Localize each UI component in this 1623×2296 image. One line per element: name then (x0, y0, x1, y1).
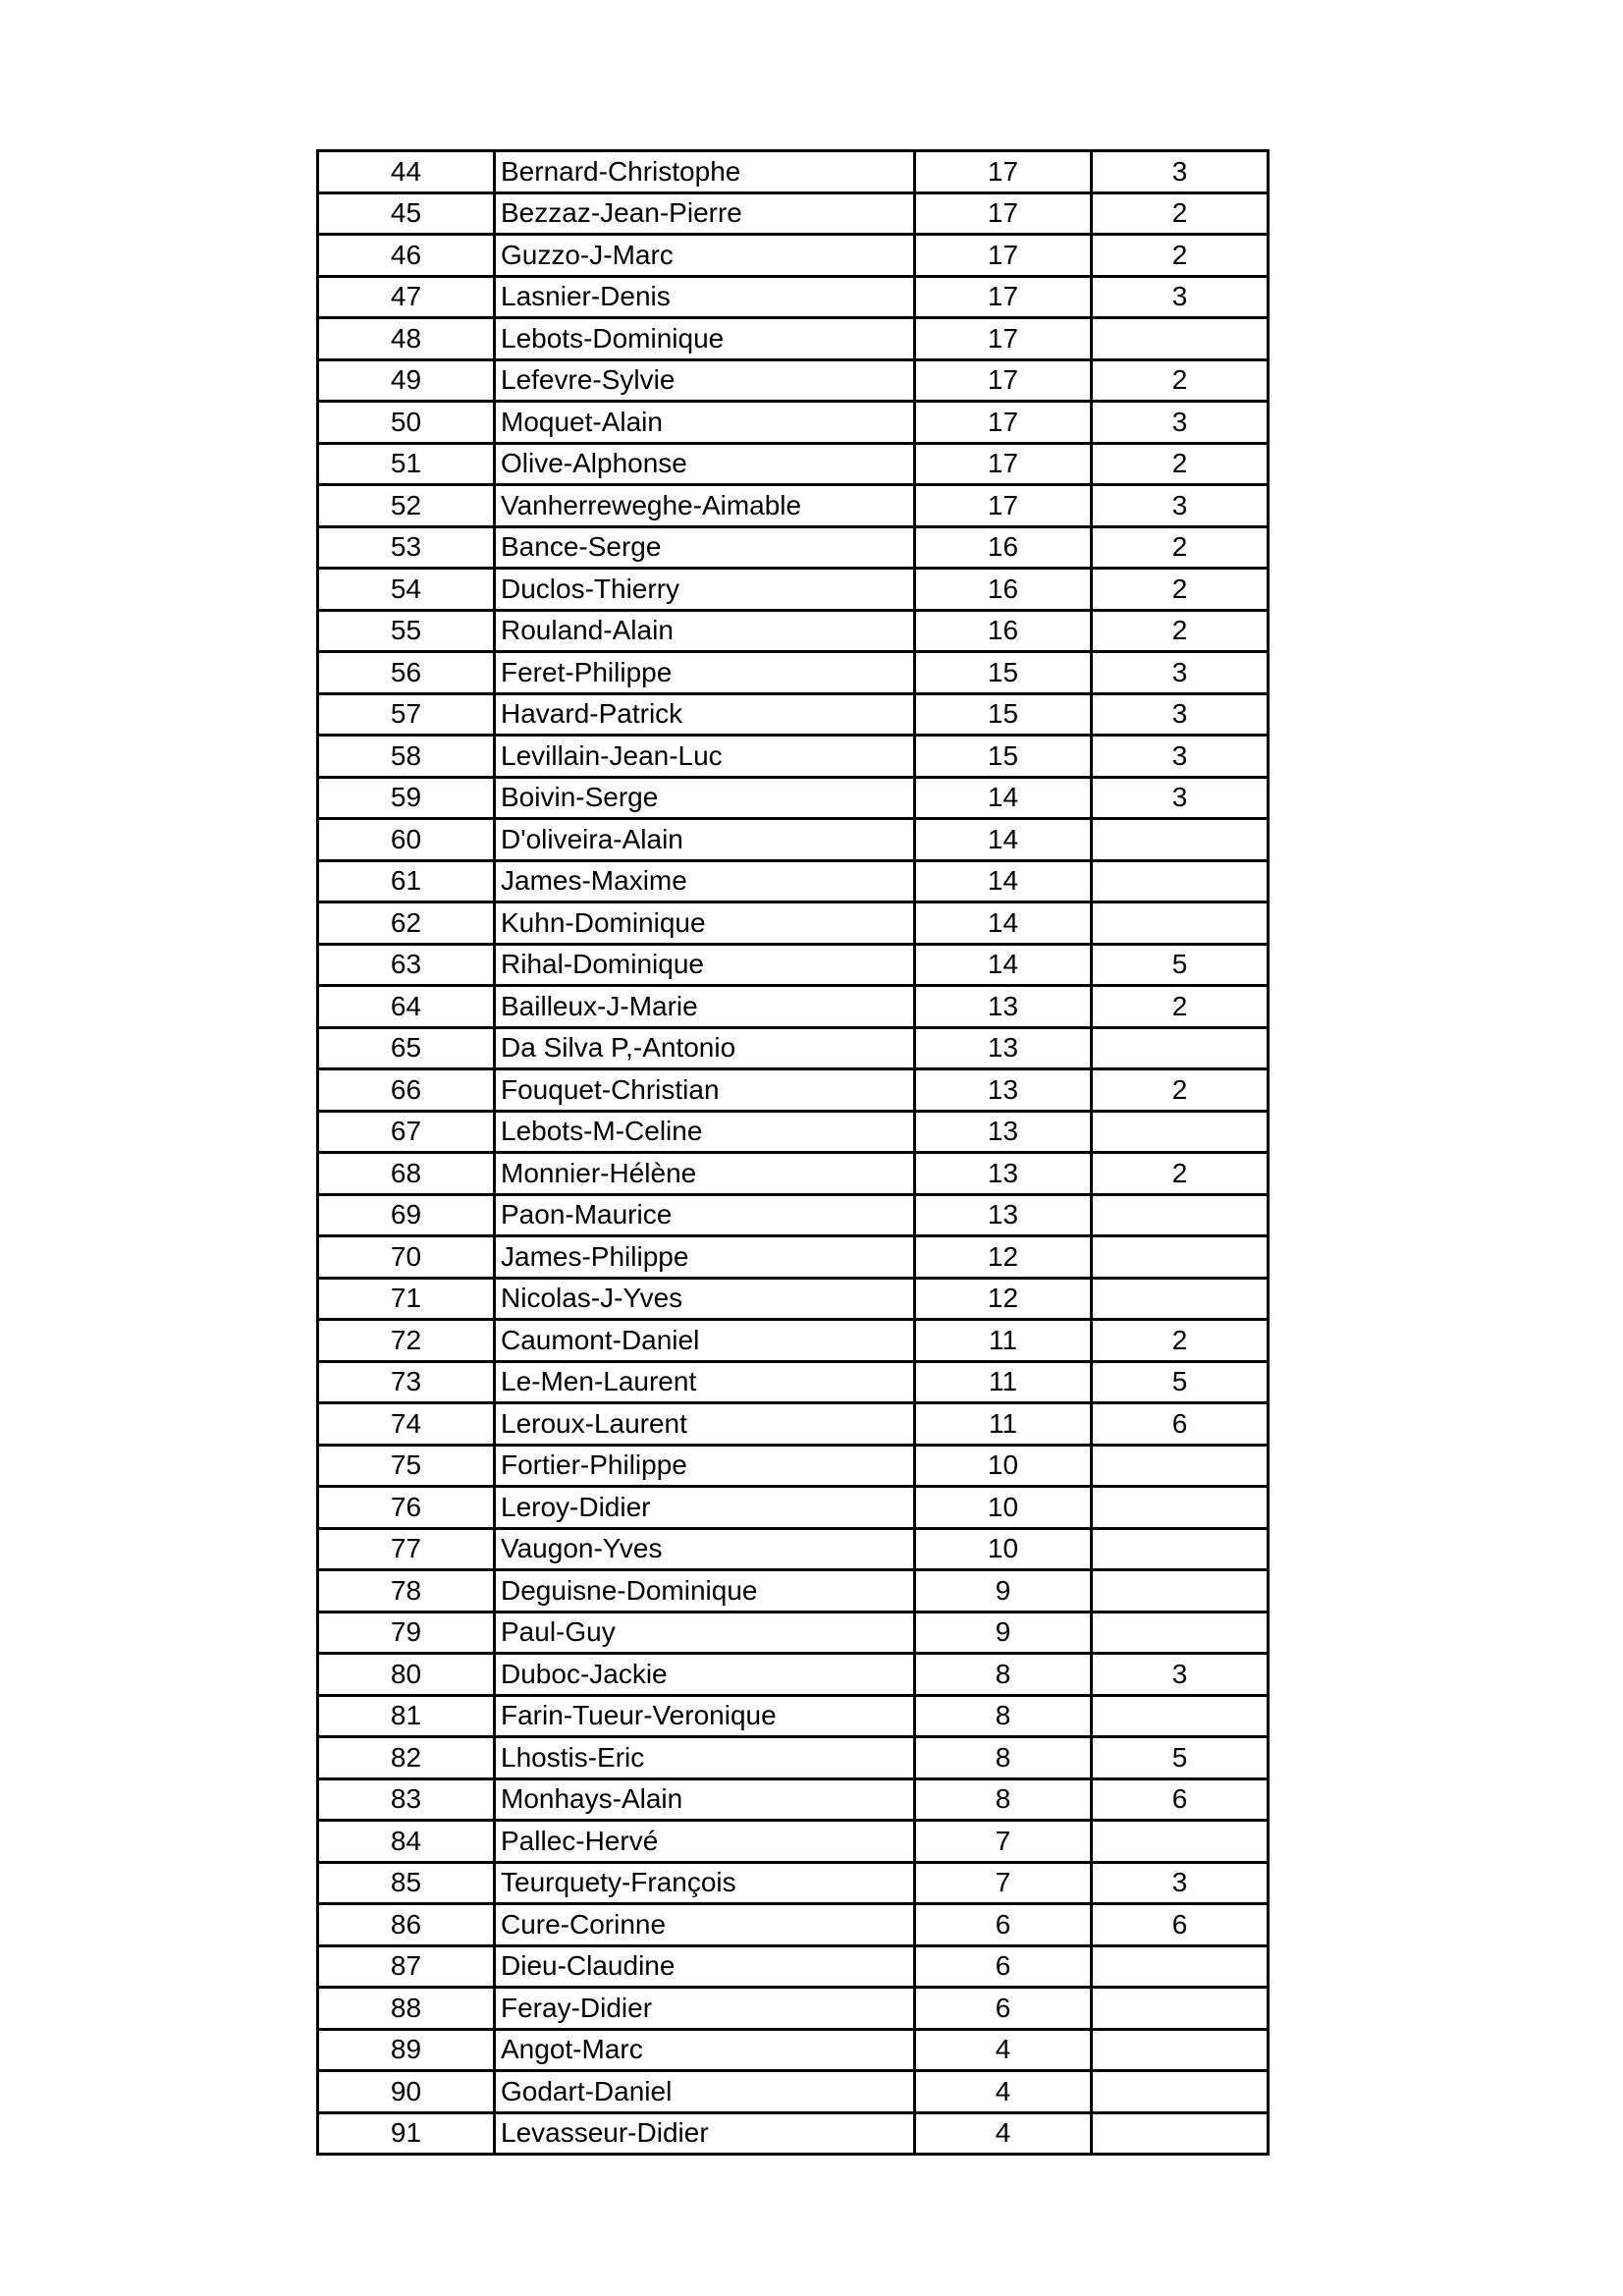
extra-value-cell (1092, 2029, 1269, 2071)
table-row (318, 1862, 1269, 1904)
extra-value-cell: 3 (1092, 736, 1269, 778)
player-name-cell: Deguisne-Dominique (495, 1570, 915, 1613)
table-row (318, 318, 1269, 360)
rank-cell: 84 (318, 1821, 495, 1863)
rank-cell: 49 (318, 359, 495, 402)
table-row (318, 1821, 1269, 1863)
score-cell: 16 (915, 526, 1092, 569)
score-cell: 17 (915, 192, 1092, 235)
extra-value-cell: 2 (1092, 986, 1269, 1028)
rank-cell: 46 (318, 235, 495, 277)
player-name-cell: Levasseur-Didier (495, 2112, 915, 2155)
rank-cell: 45 (318, 192, 495, 235)
rank-cell: 76 (318, 1487, 495, 1529)
extra-value-cell: 3 (1092, 777, 1269, 819)
ranking-table (316, 149, 1270, 2156)
table-row (318, 235, 1269, 277)
score-cell: 6 (915, 1904, 1092, 1946)
extra-value-cell (1092, 1236, 1269, 1279)
table-row (318, 485, 1269, 527)
rank-cell: 54 (318, 569, 495, 611)
extra-value-cell: 2 (1092, 1153, 1269, 1195)
score-cell: 14 (915, 944, 1092, 986)
extra-value-cell: 3 (1092, 1654, 1269, 1696)
extra-value-cell: 3 (1092, 652, 1269, 694)
table-row (318, 986, 1269, 1028)
table-row (318, 1403, 1269, 1446)
extra-value-cell (1092, 2071, 1269, 2113)
score-cell: 11 (915, 1361, 1092, 1403)
player-name-cell: Leroy-Didier (495, 1487, 915, 1529)
table-row (318, 192, 1269, 235)
table-row (318, 151, 1269, 193)
table-row (318, 1236, 1269, 1279)
extra-value-cell: 3 (1092, 276, 1269, 318)
extra-value-cell (1092, 860, 1269, 902)
score-cell: 17 (915, 235, 1092, 277)
player-name-cell: Godart-Daniel (495, 2071, 915, 2113)
player-name-cell: Paon-Maurice (495, 1194, 915, 1236)
score-cell: 14 (915, 777, 1092, 819)
extra-value-cell (1092, 1945, 1269, 1988)
table-row (318, 1570, 1269, 1613)
extra-value-cell (1092, 1278, 1269, 1320)
extra-value-cell: 2 (1092, 610, 1269, 652)
extra-value-cell: 3 (1092, 693, 1269, 736)
extra-value-cell: 5 (1092, 1361, 1269, 1403)
rank-cell: 53 (318, 526, 495, 569)
extra-value-cell: 6 (1092, 1778, 1269, 1821)
rank-cell: 61 (318, 860, 495, 902)
player-name-cell: Bance-Serge (495, 526, 915, 569)
rank-cell: 58 (318, 736, 495, 778)
extra-value-cell: 2 (1092, 569, 1269, 611)
player-name-cell: Paul-Guy (495, 1612, 915, 1654)
extra-value-cell: 5 (1092, 1737, 1269, 1779)
extra-value-cell (1092, 1821, 1269, 1863)
rank-cell: 83 (318, 1778, 495, 1821)
score-cell: 8 (915, 1654, 1092, 1696)
player-name-cell: Duboc-Jackie (495, 1654, 915, 1696)
rank-cell: 67 (318, 1111, 495, 1153)
player-name-cell: Guzzo-J-Marc (495, 235, 915, 277)
extra-value-cell: 3 (1092, 1862, 1269, 1904)
score-cell: 13 (915, 986, 1092, 1028)
score-cell: 17 (915, 318, 1092, 360)
table-row (318, 652, 1269, 694)
score-cell: 16 (915, 569, 1092, 611)
score-cell: 14 (915, 819, 1092, 861)
rank-cell: 78 (318, 1570, 495, 1613)
player-name-cell: Lhostis-Eric (495, 1737, 915, 1779)
table-row (318, 1904, 1269, 1946)
score-cell: 13 (915, 1111, 1092, 1153)
player-name-cell: Fortier-Philippe (495, 1445, 915, 1487)
player-name-cell: Farin-Tueur-Veronique (495, 1695, 915, 1737)
player-name-cell: Lebots-Dominique (495, 318, 915, 360)
table-row (318, 1695, 1269, 1737)
rank-cell: 79 (318, 1612, 495, 1654)
rank-cell: 56 (318, 652, 495, 694)
extra-value-cell: 3 (1092, 151, 1269, 193)
player-name-cell: Kuhn-Dominique (495, 902, 915, 945)
rank-cell: 85 (318, 1862, 495, 1904)
extra-value-cell (1092, 1528, 1269, 1570)
table-row (318, 1069, 1269, 1112)
rank-cell: 55 (318, 610, 495, 652)
player-name-cell: Monnier-Hélène (495, 1153, 915, 1195)
table-row (318, 777, 1269, 819)
score-cell: 17 (915, 485, 1092, 527)
extra-value-cell (1092, 1111, 1269, 1153)
score-cell: 9 (915, 1612, 1092, 1654)
rank-cell: 65 (318, 1027, 495, 1069)
extra-value-cell: 2 (1092, 526, 1269, 569)
score-cell: 7 (915, 1821, 1092, 1863)
extra-value-cell (1092, 1194, 1269, 1236)
rank-cell: 44 (318, 151, 495, 193)
score-cell: 14 (915, 902, 1092, 945)
player-name-cell: Lasnier-Denis (495, 276, 915, 318)
table-row (318, 1361, 1269, 1403)
rank-cell: 71 (318, 1278, 495, 1320)
extra-value-cell: 3 (1092, 402, 1269, 444)
player-name-cell: Cure-Corinne (495, 1904, 915, 1946)
extra-value-cell: 2 (1092, 359, 1269, 402)
player-name-cell: Lebots-M-Celine (495, 1111, 915, 1153)
table-row (318, 1153, 1269, 1195)
extra-value-cell (1092, 1570, 1269, 1613)
rank-cell: 51 (318, 443, 495, 485)
rank-cell: 87 (318, 1945, 495, 1988)
table-row (318, 693, 1269, 736)
table-row (318, 1445, 1269, 1487)
extra-value-cell (1092, 902, 1269, 945)
rank-cell: 69 (318, 1194, 495, 1236)
score-cell: 13 (915, 1027, 1092, 1069)
rank-cell: 59 (318, 777, 495, 819)
table-row (318, 610, 1269, 652)
table-row (318, 2112, 1269, 2155)
score-cell: 15 (915, 693, 1092, 736)
score-cell: 12 (915, 1236, 1092, 1279)
score-cell: 9 (915, 1570, 1092, 1613)
rank-cell: 47 (318, 276, 495, 318)
table-row (318, 1988, 1269, 2030)
score-cell: 13 (915, 1069, 1092, 1112)
rank-cell: 81 (318, 1695, 495, 1737)
table-row (318, 860, 1269, 902)
score-cell: 4 (915, 2071, 1092, 2113)
extra-value-cell: 2 (1092, 1320, 1269, 1362)
player-name-cell: Le-Men-Laurent (495, 1361, 915, 1403)
player-name-cell: Olive-Alphonse (495, 443, 915, 485)
rank-cell: 74 (318, 1403, 495, 1446)
player-name-cell: Leroux-Laurent (495, 1403, 915, 1446)
table-row (318, 902, 1269, 945)
extra-value-cell (1092, 1612, 1269, 1654)
player-name-cell: Lefevre-Sylvie (495, 359, 915, 402)
score-cell: 17 (915, 402, 1092, 444)
player-name-cell: Monhays-Alain (495, 1778, 915, 1821)
extra-value-cell: 2 (1092, 235, 1269, 277)
table-row (318, 1945, 1269, 1988)
player-name-cell: D'oliveira-Alain (495, 819, 915, 861)
player-name-cell: Boivin-Serge (495, 777, 915, 819)
player-name-cell: Rouland-Alain (495, 610, 915, 652)
table-row (318, 1778, 1269, 1821)
table-row (318, 819, 1269, 861)
score-cell: 14 (915, 860, 1092, 902)
score-cell: 10 (915, 1445, 1092, 1487)
table-row (318, 1194, 1269, 1236)
table-row (318, 1612, 1269, 1654)
rank-cell: 90 (318, 2071, 495, 2113)
player-name-cell: James-Philippe (495, 1236, 915, 1279)
score-cell: 4 (915, 2112, 1092, 2155)
extra-value-cell (1092, 1487, 1269, 1529)
table-row (318, 2029, 1269, 2071)
table-row (318, 1278, 1269, 1320)
table-row (318, 359, 1269, 402)
extra-value-cell: 6 (1092, 1904, 1269, 1946)
score-cell: 4 (915, 2029, 1092, 2071)
extra-value-cell (1092, 318, 1269, 360)
extra-value-cell: 6 (1092, 1403, 1269, 1446)
score-cell: 6 (915, 1945, 1092, 1988)
rank-cell: 75 (318, 1445, 495, 1487)
table-row (318, 944, 1269, 986)
rank-cell: 60 (318, 819, 495, 861)
rank-cell: 88 (318, 1988, 495, 2030)
extra-value-cell: 2 (1092, 1069, 1269, 1112)
player-name-cell: Dieu-Claudine (495, 1945, 915, 1988)
score-cell: 11 (915, 1320, 1092, 1362)
score-cell: 6 (915, 1988, 1092, 2030)
player-name-cell: Bailleux-J-Marie (495, 986, 915, 1028)
rank-cell: 48 (318, 318, 495, 360)
rank-cell: 73 (318, 1361, 495, 1403)
extra-value-cell (1092, 1445, 1269, 1487)
table-row (318, 1320, 1269, 1362)
player-name-cell: Vaugon-Yves (495, 1528, 915, 1570)
player-name-cell: Teurquety-François (495, 1862, 915, 1904)
rank-cell: 72 (318, 1320, 495, 1362)
table-row (318, 1027, 1269, 1069)
score-cell: 17 (915, 359, 1092, 402)
extra-value-cell: 5 (1092, 944, 1269, 986)
table-row (318, 2071, 1269, 2113)
player-name-cell: Fouquet-Christian (495, 1069, 915, 1112)
rank-cell: 50 (318, 402, 495, 444)
extra-value-cell: 2 (1092, 192, 1269, 235)
table-row (318, 1487, 1269, 1529)
extra-value-cell (1092, 1988, 1269, 2030)
extra-value-cell: 3 (1092, 485, 1269, 527)
score-cell: 8 (915, 1778, 1092, 1821)
extra-value-cell (1092, 1027, 1269, 1069)
extra-value-cell (1092, 1695, 1269, 1737)
player-name-cell: Caumont-Daniel (495, 1320, 915, 1362)
rank-cell: 80 (318, 1654, 495, 1696)
score-cell: 10 (915, 1528, 1092, 1570)
extra-value-cell (1092, 2112, 1269, 2155)
rank-cell: 68 (318, 1153, 495, 1195)
player-name-cell: Duclos-Thierry (495, 569, 915, 611)
score-cell: 7 (915, 1862, 1092, 1904)
rank-cell: 70 (318, 1236, 495, 1279)
player-name-cell: Angot-Marc (495, 2029, 915, 2071)
score-cell: 10 (915, 1487, 1092, 1529)
player-name-cell: Feret-Philippe (495, 652, 915, 694)
rank-cell: 91 (318, 2112, 495, 2155)
rank-cell: 77 (318, 1528, 495, 1570)
player-name-cell: Levillain-Jean-Luc (495, 736, 915, 778)
score-cell: 15 (915, 736, 1092, 778)
score-cell: 17 (915, 276, 1092, 318)
rank-cell: 89 (318, 2029, 495, 2071)
player-name-cell: Havard-Patrick (495, 693, 915, 736)
table-row (318, 569, 1269, 611)
table-row (318, 1528, 1269, 1570)
score-cell: 17 (915, 151, 1092, 193)
score-cell: 8 (915, 1695, 1092, 1737)
score-cell: 12 (915, 1278, 1092, 1320)
table-row (318, 276, 1269, 318)
player-name-cell: Rihal-Dominique (495, 944, 915, 986)
player-name-cell: James-Maxime (495, 860, 915, 902)
player-name-cell: Nicolas-J-Yves (495, 1278, 915, 1320)
rank-cell: 52 (318, 485, 495, 527)
player-name-cell: Vanherreweghe-Aimable (495, 485, 915, 527)
player-name-cell: Bezzaz-Jean-Pierre (495, 192, 915, 235)
score-cell: 17 (915, 443, 1092, 485)
rank-cell: 86 (318, 1904, 495, 1946)
extra-value-cell: 2 (1092, 443, 1269, 485)
score-cell: 11 (915, 1403, 1092, 1446)
table-row (318, 736, 1269, 778)
rank-cell: 66 (318, 1069, 495, 1112)
rank-cell: 82 (318, 1737, 495, 1779)
extra-value-cell (1092, 819, 1269, 861)
table-row (318, 402, 1269, 444)
player-name-cell: Feray-Didier (495, 1988, 915, 2030)
table-row (318, 1111, 1269, 1153)
score-cell: 15 (915, 652, 1092, 694)
table-row (318, 1654, 1269, 1696)
rank-cell: 57 (318, 693, 495, 736)
player-name-cell: Moquet-Alain (495, 402, 915, 444)
rank-cell: 64 (318, 986, 495, 1028)
score-cell: 8 (915, 1737, 1092, 1779)
table-row (318, 1737, 1269, 1779)
player-name-cell: Bernard-Christophe (495, 151, 915, 193)
table-row (318, 443, 1269, 485)
score-cell: 13 (915, 1194, 1092, 1236)
score-cell: 16 (915, 610, 1092, 652)
player-name-cell: Da Silva P,-Antonio (495, 1027, 915, 1069)
rank-cell: 63 (318, 944, 495, 986)
rank-cell: 62 (318, 902, 495, 945)
ranking-table-body (318, 151, 1269, 2155)
score-cell: 13 (915, 1153, 1092, 1195)
player-name-cell: Pallec-Hervé (495, 1821, 915, 1863)
table-row (318, 526, 1269, 569)
